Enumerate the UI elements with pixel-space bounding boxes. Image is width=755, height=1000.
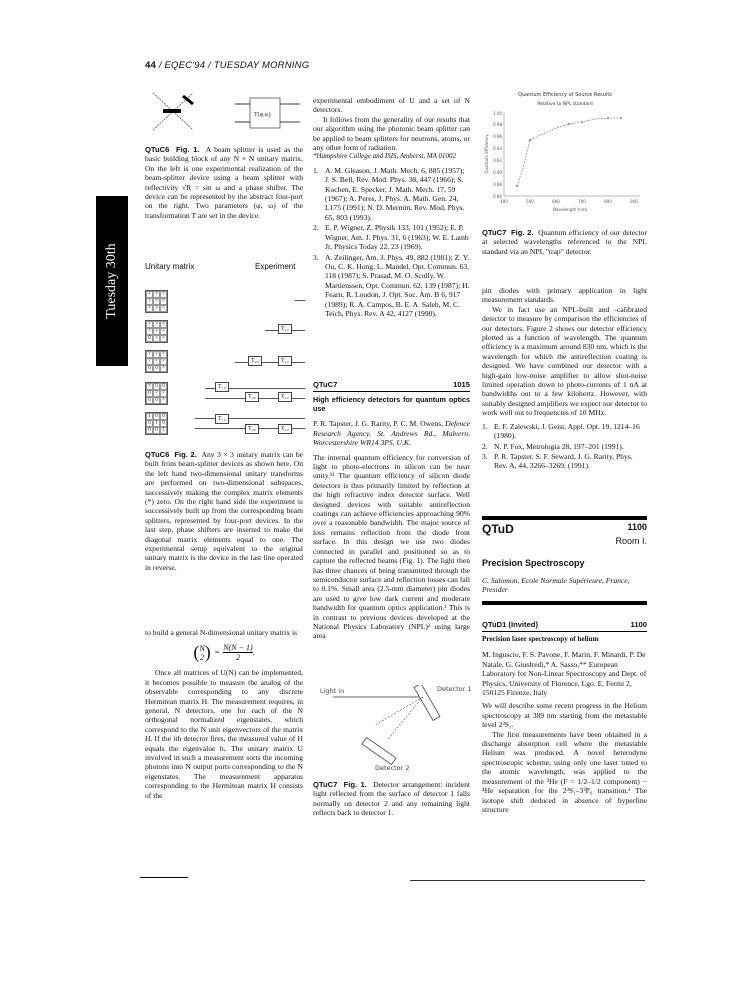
binomial-equation: ( N 2 ) = $\frac{N(N - 1)}{2}$ .	[193, 642, 255, 663]
session-id: QTuC7	[313, 380, 338, 389]
svg-text:Quantum Efficiency: Quantum Efficiency	[484, 134, 489, 174]
qtud-session-block	[482, 516, 647, 605]
abstract-title: High efficiency detectors for quantum optics use	[313, 395, 470, 414]
qtuc7-fig1-caption	[313, 780, 470, 818]
eq-n: N	[199, 643, 205, 653]
caption-text: Any 3 × 3 unitary matrix can be built from beam-splitter devices as shown here. On the left hand two-dimensional unitary transforms are performed on two-dimensional subspaces, successively making the complex matrix elements (*) zero. On the right hand side the experiment is successively built up from the corresponding beam splitters, represented by four-port devices. In the last step, phase shifters are inserted to make the diagonal matrix elements equal to one. The experimental setup equivalent to the original unitary matrix is the device in the last line operated in reverse.	[145, 450, 303, 572]
side-tab-label: Tuesday 30th	[104, 243, 119, 319]
transform-box: T₂₃	[248, 356, 262, 366]
svg-text:0.94: 0.94	[493, 146, 502, 151]
col1-body	[145, 628, 303, 800]
eq-numerator: N(N − 1)	[223, 643, 253, 653]
caption-fig: Fig. 2.	[174, 450, 197, 459]
paragraph: Once all matrices of U(N) can be implemented, it becomes possible to measure the analog of the observable corresponding to any discrete Hermitean matrix H. The measurement requires, in general, N detectors, one for each of the N orthogonal normalized eigenstates, which correspond to the N unit eigenvectors of the matrix H. If the ith detector fires, the measured value of H equals the eigenvalue hᵢ. The unitary matrix U involved in such a measurement sorts the incoming photons into N output ports corresponding to the N eigenstates. The measurement apparatus corresponding to the Hermitean matrix H consists of the	[145, 668, 303, 800]
session-name: TUESDAY MORNING	[213, 60, 310, 71]
qtud1-abstract	[482, 620, 647, 814]
matrix-step-5: 1 0 0 0 1 0 0 0 1	[145, 412, 168, 435]
transform-box: T₂₃	[245, 424, 259, 434]
transform-box: T₁₃	[215, 414, 229, 424]
reference: 1. A. M. Gleason, J. Math. Mech. 6, 885 (1957); J. S. Bell, Rev. Mod. Phys. 38, 447 (1966); S. Kochen, E. Specker, J. Math. Mech. 17, 59 (1967); A. Peres, J. Phys. A. Math. Gen. 24, L175 (1991); N. D. Mermin, Rev. Mod. Phys. 65, 803 (1993).	[313, 165, 465, 222]
svg-text:0.92: 0.92	[493, 158, 502, 163]
experiment-label: Experiment	[255, 262, 296, 271]
caption-text: Quantum efficiency of our detector at selected wavelengths referenced to the NPL standard via an NPL "trap" detector.	[482, 228, 647, 256]
unitary-matrix-label: Unitary matrix	[145, 262, 195, 271]
session-presider	[482, 576, 647, 595]
paragraph: experimental embodiment of U and a set of N detectors.	[313, 96, 470, 115]
svg-text:0.96: 0.96	[493, 134, 502, 139]
matrix-step-1: × × × × × × × × ×	[145, 290, 168, 313]
affiliation: Defence Research Agency, St. Andrews Rd., Malvern, Worcestershire WR14 3PS, U.K.	[313, 419, 470, 448]
reference: 1. E. F. Zalewski, J. Geist, Appl. Opt. 19, 1214–16 (1980).	[482, 421, 640, 441]
session-time: 1100	[630, 620, 647, 629]
transform-box: T₂₃	[245, 392, 259, 402]
matrix-step-3: × × × × × × 0 0 ×	[145, 350, 168, 373]
caption-id: QTuC7	[313, 780, 338, 789]
page-number: 44	[145, 60, 156, 71]
session-id: QTuD1 (Invited)	[482, 620, 538, 629]
footer-rule	[410, 880, 645, 881]
svg-text:500: 500	[526, 199, 534, 204]
caption-fig: Fig. 2.	[511, 228, 534, 237]
svg-text:0.88: 0.88	[493, 182, 502, 187]
transform-box: T₁₂	[278, 424, 292, 434]
qtuc6-fig2-caption	[145, 450, 303, 572]
affiliation: *Hampshire College and ISIS, Amherst, MA 01002	[313, 152, 456, 161]
qtuc7-abstract	[313, 380, 470, 641]
caption-id: QTuC6	[145, 450, 170, 459]
svg-text:T(φ,ω): T(φ,ω)	[254, 112, 271, 118]
svg-text:0.90: 0.90	[493, 170, 502, 175]
caption-id: QTuC7	[482, 228, 507, 237]
reference: 3. P. R. Tapster, S. F. Seward, J. G. Rarity, Phys. Rev. A, 44, 3266–3269, (1991).	[482, 451, 633, 471]
footer-rule	[140, 877, 188, 878]
beam-splitter-figure	[145, 88, 310, 138]
caption-fig: Fig. 1.	[176, 145, 200, 154]
side-tab	[96, 196, 128, 366]
session-time: 1015	[453, 380, 470, 389]
abstract-authors: M. Inguscio, F. S. Pavone, F. Marin, F. Minardi, P. De Natale, G. Giusfredi,* A. Sasso,** European Laboratory for Non-Linear Spectroscopy and Dept. of Physics, University of Florence, Lgo. E. Fermi 2, 150125 Firenze, Italy	[482, 650, 647, 698]
paragraph: We in fact use an NPL-built and -calibrated detector to measure by comparison the efficiencies of our detectors. Figure 2 shows our detector efficiency plotted as a function of wavelength. The quantum efficiency is a maximum around 830 nm, which is the wavelength for which the antireflection coating is designed. We have combined our detector with a high-gain low-noise amplifier to allow shot-noise limited operation down to photo-currents of 1 nA at bandwidths out to a few kilohertz. However, with suitably designed amplifiers we expect our detector to work well out to frequencies of 10 MHz.	[482, 304, 647, 418]
svg-text:Wavelength (nm): Wavelength (nm)	[552, 207, 588, 212]
detector-diagram-icon	[315, 685, 475, 770]
caption-fig: Fig. 1.	[343, 780, 367, 789]
svg-text:600: 600	[552, 199, 560, 204]
svg-text:800: 800	[604, 199, 612, 204]
references-list	[482, 422, 647, 471]
beam-splitter-diagram-icon	[145, 88, 310, 138]
qtuc6-fig1-caption	[145, 145, 303, 220]
qtud-header	[482, 522, 647, 536]
section-rule	[482, 601, 647, 605]
paragraph: pin diodes with primary application in light measurement standards.	[482, 286, 647, 305]
col2-top	[313, 96, 470, 319]
session-title: Precision Spectroscopy	[482, 558, 585, 568]
svg-text:700: 700	[578, 199, 586, 204]
abstract-body: The internal quantum efficiency for conversion of light to photo-electrons in silicon can be near unity.¹² The quantum efficiency of silicon diode detectors is thus primarily limited by reflection at the high refractive index detector surface. Well designed devices with suitable antireflection coatings can achieve efficiencies approaching 90% over a reasonable bandwidth. The major source of loss remains reflection from the diode front surface. In this design we use two diodes connected in parallel and positioned so as to capture the reflected beams (Fig. 1). The light then has three chances of being transmitted through the semiconductor surface and reflection losses can fall to 0.1%. Small area (2.5-mm diameter) pin diodes are used to give low dark current and moderate bandwidth for quantum optics application.³ This is in contrast to previous devices developed at the National Physics Laboratory (NPL)² using large area	[313, 452, 470, 641]
paragraph: The first measurements have been obtained in a discharge absorption cell where the metastable Helium was produced. A novel heterodyne spectroscopic scheme, using only one laser tuned to the atomic wavelength, was applied to the measurement of the ³He (F = 1/2–1/2 component) − ⁴He separation for the 2³S₁–3³P₀ transition.¹ The isotope shift deduced in absence of hyperfine structure	[482, 729, 647, 814]
session-id: QTuD	[482, 522, 514, 536]
eq-denominator: 2	[235, 653, 240, 663]
line-chart	[480, 88, 650, 213]
svg-text:0.86: 0.86	[493, 194, 502, 199]
paragraph: We will describe some recent progress in the Helium spectroscopy at 389 nm starting from the metastable level 2³S₁.	[482, 701, 647, 730]
transform-box: T₁₂	[278, 324, 292, 334]
svg-text:Quantum Efficiency of Source R: Quantum Efficiency of Source Results	[518, 92, 612, 98]
qtuc7-fig2-caption	[482, 228, 647, 256]
eq-k: 2	[200, 652, 205, 662]
transform-box: T₁₂	[278, 392, 292, 402]
paragraph: to build a general N-dimensional unitary matrix is	[145, 628, 298, 637]
matrix-step-2: × × × × × × 0 × ×	[145, 320, 168, 343]
svg-text:Light in: Light in	[320, 687, 345, 695]
paragraph: It follows from the generality of our results that our algorithm using the photonic beam splitter can be applied to beam splitters for neutrons, atoms, or any other form of radiation.	[313, 114, 470, 153]
svg-text:1.00: 1.00	[493, 111, 502, 116]
qtuc7-header	[313, 380, 470, 392]
reference: 3. A. Zeilinger, Am. J. Phys. 49, 882 (1981); Z. Y. Ou, C. K. Hong, L. Mandel, Opt. Commun. 63, 118 (1987); S. Prasad, M. O. Scully, W. Martienssen, Opt. Commun. 62, 139 (1987); H. Fearn, R. Loudon, J. Opt. Soc. Am. B 6, 917 (1989); R. A. Campos, B. E. A. Saleh, M. C. Teich, Phys. Rev. A 42, 4127 (1990).	[313, 252, 470, 318]
matrix-step-4: × 0 0 0 × × 0 0 ×	[145, 382, 168, 405]
qtud1-header	[482, 620, 647, 632]
reference: 2. N. P. Fox, Metrologia 28, 197–201 (1991).	[482, 441, 624, 451]
session-time: 1100	[627, 522, 647, 532]
svg-text:Relative to NPL standard: Relative to NPL standard	[537, 102, 593, 107]
svg-text:400: 400	[500, 199, 508, 204]
running-head: 44 / EQEC'94 / TUESDAY MORNING	[145, 60, 310, 71]
col3-body	[482, 286, 647, 472]
transform-box: T₁₂	[278, 356, 292, 366]
conference-name: EQEC'94	[164, 60, 206, 71]
svg-text:900: 900	[630, 199, 638, 204]
matrix-sequence-figure	[145, 290, 310, 440]
svg-text:Detector 1: Detector 1	[437, 685, 472, 693]
detector-arrangement-figure	[315, 685, 475, 770]
caption-text: A beam splitter is used as the basic building block of any N × N unitary matrix. On the left is one experimental realization of the beam-splitter device using a beam splitter with reflectivity √R = sin ω and a phase shifter. The device can be represented by the abstract four-port on the right. Two parameters (φ, ω) of the transformation T are set in the device.	[145, 145, 303, 220]
svg-text:0.98: 0.98	[493, 122, 502, 127]
abstract-title: Precision laser spectroscopy of helium	[482, 635, 599, 644]
reference: 2. E. P. Wigner, Z. Physik 133, 101 (1952); E. P. Wigner, Am. J. Phys. 31, 6 (1963); W. E. Lamb Jr, Physics Today 22, 23 (1969).	[313, 223, 469, 252]
abstract-authors	[313, 419, 470, 447]
caption-text: Detector arrangement: incident light reflected from the surface of detector 1 falls normally on detector 2 and any remaining light reflects back to detector 1.	[313, 780, 471, 818]
references-list	[313, 166, 470, 319]
caption-id: QTuC6	[145, 145, 170, 154]
transform-box: T₁₃	[215, 382, 229, 392]
svg-text:Detector 2: Detector 2	[375, 764, 410, 770]
session-room: Room I.	[615, 536, 647, 546]
section-rule	[482, 516, 647, 520]
presider: C. Salomon, Ecole Normale Supérieure, France, Presider	[482, 576, 630, 595]
quantum-efficiency-chart	[480, 88, 650, 213]
authors: P. R. Tapster, J. G. Rarity, P. C. M. Owens,	[313, 419, 444, 429]
